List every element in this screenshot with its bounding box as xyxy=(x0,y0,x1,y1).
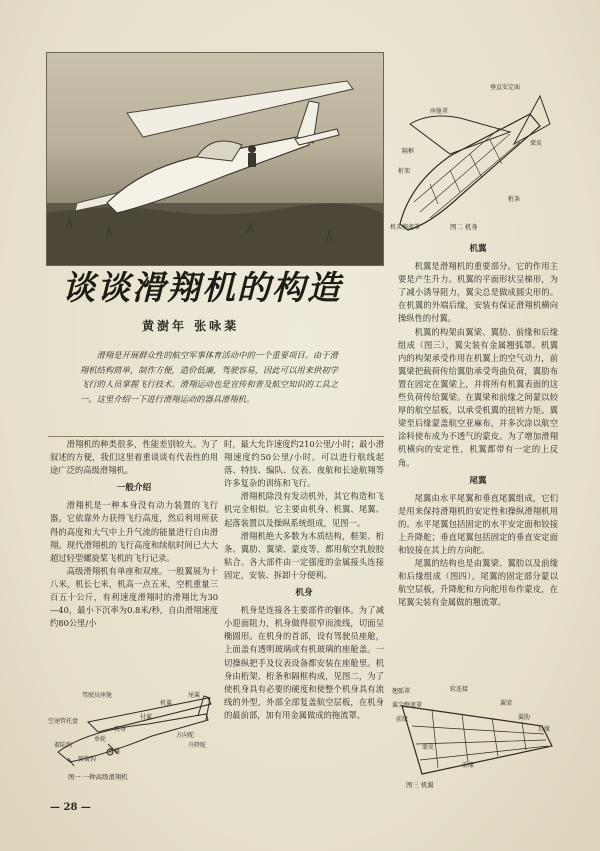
fig1-label: 单轮 xyxy=(94,736,107,743)
fig3-label: 软连接 xyxy=(450,686,469,693)
glider-photo-illustration xyxy=(47,53,383,265)
paragraph: 时，最大允许速度约210公里/小时；最小滑翔速度约50公里/小时。可以进行航线起落、特技、编队、仪表、夜航和长途航翔等许多复杂的训练和飞行。 xyxy=(224,439,384,489)
fig3-label: 前缘 xyxy=(462,762,475,769)
figure-3-caption: 图三 机翼 xyxy=(406,781,434,789)
column-right xyxy=(398,238,558,610)
section-heading-body: 机身 xyxy=(295,588,313,599)
fig2-label: 桁架 xyxy=(398,168,411,175)
paragraph: 尾翼由水平尾翼和垂直尾翼组成，它们是用来保持滑翔机的安定性和操纵滑翔机用的。水平尾翼包括固定的水平安定面和铰接上升降舵；垂直尾翼包括固定的垂直安定面和铰接在其上的方向舵。 xyxy=(398,492,558,556)
paragraph: 滑翔机绝大多数为木质结构，框架、桁条、翼肋、翼梁、蒙皮等，都用航空乳胶胶粘合。各大部件由一定强度的金属接头连接固定，安装、拆卸十分便利。 xyxy=(224,530,384,580)
figure-2 xyxy=(390,84,558,234)
fig2-label: 隔框 xyxy=(402,148,415,155)
figure-1-caption: 图一 一种高级滑翔机 xyxy=(68,773,128,781)
fig3-label: 翼肋 xyxy=(518,714,531,721)
article-intro xyxy=(80,348,338,406)
paragraph: 机翼的构架由翼梁、翼肋、前缘和后缘组成（图三），翼尖装有金属翘弧罩。机翼内的构架承受作用在机翼上的空气动力，前翼梁把载荷传给翼肋承受弯曲负荷，翼肋布置在固定在翼梁上，并将所有机翼表面的这些负荷传给翼梁。在翼梁和前缘之间蒙以较厚的航空层板，以承受机翼的扭转力矩。翼梁至后缘蒙盖航空亚麻布，并多次涂以航空涂料使布成为不透气的蒙皮。为了增加滑翔机横向的安定性，机翼都带有一定的上反角。 xyxy=(398,326,558,468)
column-left xyxy=(50,438,218,630)
fig1-label: 尾翼 xyxy=(188,692,201,699)
fig1-label: 升降舵 xyxy=(188,742,207,749)
fig1-label: 滑橇 xyxy=(108,748,121,755)
figure-3-drawing xyxy=(392,686,562,778)
figure-2-caption: 图二 机身 xyxy=(450,223,478,231)
page-number: — 28 — xyxy=(50,802,91,813)
fig1-label: 着陆钩 xyxy=(54,742,73,749)
figure-3 xyxy=(392,686,562,790)
paragraph: 机翼是滑翔机的重要部分。它的作用主要是产生升力。机翼的平面形状呈梯形，为了减小诱导阻力，翼尖总是做成圆尖形的。在机翼的外端后缘，安装有保证滑翔机横向操纵性的付翼。 xyxy=(398,261,558,324)
fig1-label: 机翼 xyxy=(160,700,173,707)
fig1-label: 付翼 xyxy=(140,714,153,721)
figure-2-drawing xyxy=(390,84,558,234)
figure-1-drawing xyxy=(48,692,220,778)
fig1-label: 空速管托盘 xyxy=(48,718,79,725)
fig1-label: 弹簧钩 xyxy=(78,756,97,763)
fig1-label: 方向舵 xyxy=(176,732,195,739)
article-authors: 黄澍年 张咏棻 xyxy=(142,319,240,333)
fig2-label: 桁条 xyxy=(508,196,521,203)
fig1-label: 机身 xyxy=(114,726,127,733)
paragraph: 机身是连接各主要部件的躯体。为了减小迎面阻力，机身做得很窄而流线，切面呈椭圆形。在机身的首部，设有驾驶员座舱，上面盖有透明玻璃或有机玻璃的座舱盖。一切操纵把手及仪表设备都安装在座舱里。机身由桁架、桁条和隔框构成，见图二，为了使机身具有必要的硬度和使整个机身具有流线的外型，外部全部复盖航空层板，在机身的最前部，加有用金属做成的拖流罩。 xyxy=(224,605,384,720)
fig3-label: 翼梁 xyxy=(500,700,513,707)
glider-photo xyxy=(46,52,384,266)
paragraph: 高级滑翔机有单座和双座。一般翼展为十八米，机长七米，机高一点五米，空机重量三百五十公斤，有利速度滑翔时的滑翔比为30—40，最小下沉率为0.8米/秒，自由滑翔速度约80公里/小 xyxy=(50,565,218,629)
paragraph: 滑翔机除没有发动机外，其它构造和飞机完全相似。它主要由机身、机翼、尾翼、起落装置以及操纵系统组成，见图一。 xyxy=(224,491,384,528)
section-heading-general: 一般介绍 xyxy=(116,483,152,494)
paragraph: 滑翔机是一种本身没有动力装置的飞行器。它依靠外力获得飞行高度，然后利用所获得的高度和大气中上升气流的能量进行自由滑翔。现代滑翔机的飞行高度和续航时间已大大超过轻型螺旋桨飞机的飞行记录。 xyxy=(50,500,218,563)
article-title: 谈谈滑翔机的构造 xyxy=(62,268,342,307)
fig2-label: 垂直安定面 xyxy=(490,84,521,91)
paragraph: 尾翼的结构也是由翼梁、翼肋以及前缘和后缘组成（图四）。尾翼的固定部分蒙以航空层板，升降舵和方向舵用布作蒙皮，在尾翼尖装有金属做的翘流罩。 xyxy=(398,558,558,608)
figure-1 xyxy=(48,692,220,790)
fig2-label: 蒙皮 xyxy=(530,140,543,147)
fig3-label: 后缘 xyxy=(538,726,551,733)
fig3-label: 翘弧罩 xyxy=(392,688,411,695)
fig3-label: 前缘 xyxy=(396,716,409,723)
fig2-label: 机头拖流罩 xyxy=(390,224,421,231)
fig3-label: 蒙皮 xyxy=(422,744,435,751)
fig1-label: 驾驶员座舱 xyxy=(82,692,113,699)
fig3-label: 翼尖整流罩 xyxy=(392,702,423,709)
fig2-label: 座舱罩 xyxy=(430,108,449,115)
intro-paragraph: 滑翔是开展群众性的航空军事体育活动中的一个重要项目。由于滑翔机结构简单，制作方便，造价低廉，驾驶容易，因此可以用来供初学飞行的人员掌握飞行技术。滑翔运动也是宣传和普及航空知识的工具之一。这里介绍一下进行滑翔运动的器具滑翔机。 xyxy=(80,350,338,404)
paragraph: 滑翔机的种类很多，性能差别较大。为了叙述的方便，我们这里着重谈谈有代表性的用途广泛的高级滑翔机。 xyxy=(50,439,218,476)
column-middle xyxy=(224,438,384,722)
section-heading-tail: 尾翼 xyxy=(469,475,487,486)
column-top-rule xyxy=(48,436,384,437)
section-heading-wing: 机翼 xyxy=(469,244,487,254)
